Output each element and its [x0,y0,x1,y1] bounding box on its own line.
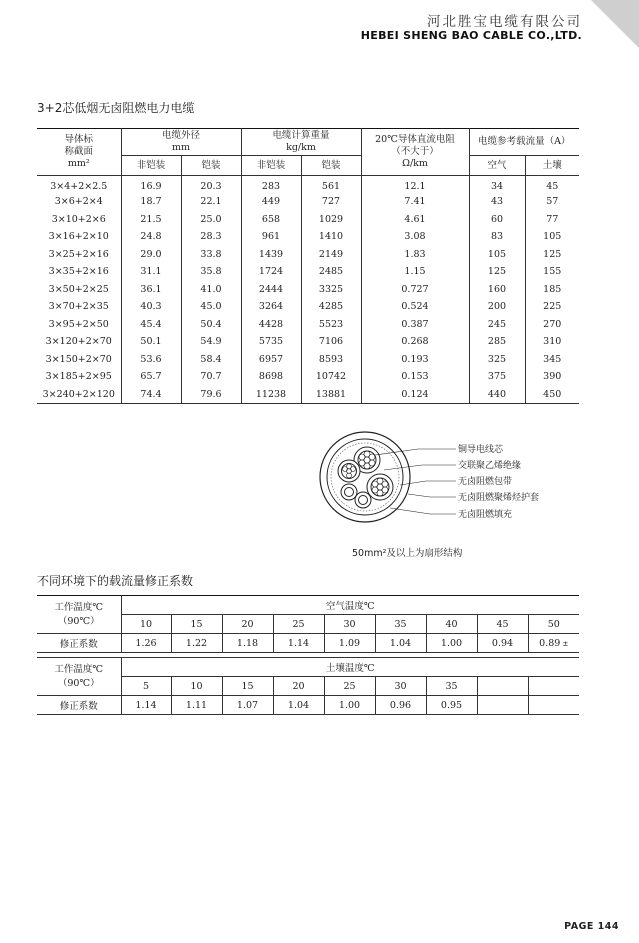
table-cell: 57 [525,193,579,211]
header-ampacity: 电缆参考载流量（A） [469,129,579,156]
table-cell: 79.6 [181,386,241,404]
core-4 [341,484,357,500]
table-cell: 3×240+2×120 [37,386,121,404]
table-cell: 125 [525,246,579,264]
air-temp-cell: 10 [121,615,171,634]
air-temp-header: 空气温度℃ [121,596,579,615]
core-2 [367,474,393,500]
table-cell: 43 [469,193,525,211]
table-cell: 185 [525,281,579,299]
air-factor-cell: 0.94 [477,634,528,653]
soil-factor-cell: 1.14 [121,696,171,715]
table-cell: 1.15 [361,263,469,281]
table-cell: 3×95+2×50 [37,316,121,334]
table-cell: 70.7 [181,368,241,386]
table-cell: 658 [241,211,301,229]
diagram-caption: 50mm²及以上为扇形结构 [352,548,463,559]
table-cell: 28.3 [181,228,241,246]
soil-temp-cell: 10 [171,677,222,696]
table-cell: 31.1 [121,263,181,281]
table-cell: 727 [301,193,361,211]
header-outer-diameter: 电缆外径 mm [121,129,241,156]
label-filler: 无卤阻燃填充 [458,510,513,520]
core-3 [338,460,360,482]
soil-factor-cell [528,696,579,715]
table-cell: 45 [525,176,579,194]
factor-label: 修正系数 [37,634,121,653]
air-factor-cell: 1.26 [121,634,171,653]
table-cell: 0.727 [361,281,469,299]
table-cell: 5523 [301,316,361,334]
company-name-cn: 河北胜宝电缆有限公司 [427,14,582,30]
soil-temp-cell: 5 [121,677,171,696]
table-row [37,351,579,369]
air-factor-cell: 1.00 [426,634,477,653]
air-factor-cell: 1.09 [324,634,375,653]
table-cell: 45.4 [121,316,181,334]
air-factor-cell: 1.22 [171,634,222,653]
cable-spec-table [37,128,579,404]
table-row [37,298,579,316]
table-cell: 449 [241,193,301,211]
table-row [37,386,579,404]
table-cell: 1.83 [361,246,469,264]
soil-factor-cell: 1.07 [222,696,273,715]
factor-label-2: 修正系数 [37,696,121,715]
air-temp-cell: 40 [426,615,477,634]
page-number: PAGE 144 [564,921,619,932]
table-cell: 3×150+2×70 [37,351,121,369]
table-cell: 345 [525,351,579,369]
soil-factor-cell [477,696,528,715]
air-temp-cell: 20 [222,615,273,634]
table-cell: 11238 [241,386,301,404]
header-soil: 土壤 [525,156,579,176]
table-cell: 283 [241,176,301,194]
table-cell: 561 [301,176,361,194]
table-cell: 1410 [301,228,361,246]
cable-cross-section-diagram [318,430,568,540]
label-insulation: 交联聚乙烯绝缘 [458,461,522,471]
header-weight: 电缆计算重量 kg/km [241,129,361,156]
air-temp-cell: 30 [324,615,375,634]
header-resistance: 20℃导体直流电阻 （不大于） Ω/km [361,129,469,176]
table-cell: 105 [525,228,579,246]
extra-mark: ± [560,639,569,648]
soil-factor-cell: 0.96 [375,696,426,715]
table-cell: 0.193 [361,351,469,369]
table-cell: 3325 [301,281,361,299]
table-cell: 2149 [301,246,361,264]
table-cell: 0.124 [361,386,469,404]
table-cell: 200 [469,298,525,316]
table-cell: 0.524 [361,298,469,316]
table-cell: 1724 [241,263,301,281]
table-cell: 29.0 [121,246,181,264]
air-temp-cell: 50 [528,615,579,634]
table-cell: 5735 [241,333,301,351]
table-cell: 961 [241,228,301,246]
air-factor-cell: 1.18 [222,634,273,653]
soil-temp-cell: 25 [324,677,375,696]
table-cell: 3×6+2×4 [37,193,121,211]
table-cell: 4285 [301,298,361,316]
table-cell: 4.61 [361,211,469,229]
table-cell: 7106 [301,333,361,351]
table-cell: 53.6 [121,351,181,369]
table-cell: 45.0 [181,298,241,316]
air-factor-cell: 1.04 [375,634,426,653]
section1-title: 3+2芯低烟无卤阻燃电力电缆 [37,101,195,115]
table-cell: 225 [525,298,579,316]
table-row [37,211,579,229]
company-name-en: HEBEI SHENG BAO CABLE CO.,LTD. [360,29,582,42]
air-temp-cell: 45 [477,615,528,634]
label-sheath: 无卤阻燃聚烯烃护套 [458,493,540,503]
table-cell: 160 [469,281,525,299]
table-cell: 36.1 [121,281,181,299]
table-cell: 270 [525,316,579,334]
table-cell: 245 [469,316,525,334]
section2-title: 不同环境下的载流量修正系数 [37,574,194,588]
header-section: 导体标 称截面 mm² [37,129,121,176]
table-row [37,333,579,351]
table-cell: 0.153 [361,368,469,386]
table-cell: 3×185+2×95 [37,368,121,386]
table-cell: 440 [469,386,525,404]
table-cell: 3×50+2×25 [37,281,121,299]
table-cell: 2485 [301,263,361,281]
header-armored: 铠装 [181,156,241,176]
soil-temp-cell: 35 [426,677,477,696]
header-air: 空气 [469,156,525,176]
table-cell: 6957 [241,351,301,369]
table-cell: 3×16+2×10 [37,228,121,246]
table-cell: 7.41 [361,193,469,211]
table-cell: 18.7 [121,193,181,211]
table-cell: 40.3 [121,298,181,316]
table-cell: 450 [525,386,579,404]
table-cell: 125 [469,263,525,281]
soil-factor-cell: 1.04 [273,696,324,715]
table-cell: 8698 [241,368,301,386]
table-cell: 54.9 [181,333,241,351]
table-cell: 3×4+2×2.5 [37,176,121,194]
table-cell: 4428 [241,316,301,334]
table-cell: 325 [469,351,525,369]
table-row [37,193,579,211]
soil-temp-header: 土壤温度℃ [121,658,579,677]
table-row [37,228,579,246]
table-cell: 0.268 [361,333,469,351]
header-armored-weight: 铠装 [301,156,361,176]
table-cell: 21.5 [121,211,181,229]
table-cell: 10742 [301,368,361,386]
table-row [37,281,579,299]
table-cell: 3×70+2×35 [37,298,121,316]
core-5 [355,492,371,508]
table-cell: 155 [525,263,579,281]
header-unarmored: 非铠装 [121,156,181,176]
air-factor-cell: 0.89 ± [528,634,579,653]
table-cell: 77 [525,211,579,229]
table-cell: 60 [469,211,525,229]
table-cell: 20.3 [181,176,241,194]
table-cell: 0.387 [361,316,469,334]
table-cell: 13881 [301,386,361,404]
table-cell: 3264 [241,298,301,316]
soil-temp-cell [528,677,579,696]
table-cell: 50.1 [121,333,181,351]
work-temp-label-2: 工作温度℃ （90℃） [37,658,121,696]
air-temp-cell: 15 [171,615,222,634]
soil-temp-cell: 20 [273,677,324,696]
soil-temp-cell [477,677,528,696]
table-cell: 22.1 [181,193,241,211]
soil-temp-cell: 15 [222,677,273,696]
header-unarmored-weight: 非铠装 [241,156,301,176]
air-temp-cell: 35 [375,615,426,634]
table-cell: 35.8 [181,263,241,281]
table-cell: 83 [469,228,525,246]
soil-temp-cell: 30 [375,677,426,696]
table-row [37,176,579,194]
table-cell: 16.9 [121,176,181,194]
table-cell: 2444 [241,281,301,299]
table-row [37,263,579,281]
table-cell: 3×35+2×16 [37,263,121,281]
table-cell: 1029 [301,211,361,229]
table-cell: 33.8 [181,246,241,264]
air-factor-cell: 1.14 [273,634,324,653]
table-cell: 375 [469,368,525,386]
table-cell: 65.7 [121,368,181,386]
soil-correction-table [37,657,579,715]
table-cell: 12.1 [361,176,469,194]
table-cell: 285 [469,333,525,351]
table-cell: 3×120+2×70 [37,333,121,351]
table-cell: 58.4 [181,351,241,369]
table-cell: 74.4 [121,386,181,404]
air-temp-cell: 25 [273,615,324,634]
work-temp-label: 工作温度℃ （90℃） [37,596,121,634]
air-correction-table [37,595,579,653]
label-conductor: 铜导电线芯 [458,445,504,455]
soil-factor-cell: 1.00 [324,696,375,715]
table-cell: 24.8 [121,228,181,246]
table-cell: 25.0 [181,211,241,229]
table-cell: 41.0 [181,281,241,299]
corner-tab [591,0,639,48]
table-cell: 1439 [241,246,301,264]
table-cell: 3×25+2×16 [37,246,121,264]
label-tape: 无卤阻燃包带 [458,477,513,487]
table-cell: 50.4 [181,316,241,334]
table-cell: 105 [469,246,525,264]
table-row [37,316,579,334]
soil-factor-cell: 1.11 [171,696,222,715]
soil-factor-cell: 0.95 [426,696,477,715]
table-cell: 34 [469,176,525,194]
table-cell: 390 [525,368,579,386]
table-cell: 310 [525,333,579,351]
table-cell: 3.08 [361,228,469,246]
table-row [37,246,579,264]
table-cell: 3×10+2×6 [37,211,121,229]
table-row [37,368,579,386]
table-cell: 8593 [301,351,361,369]
